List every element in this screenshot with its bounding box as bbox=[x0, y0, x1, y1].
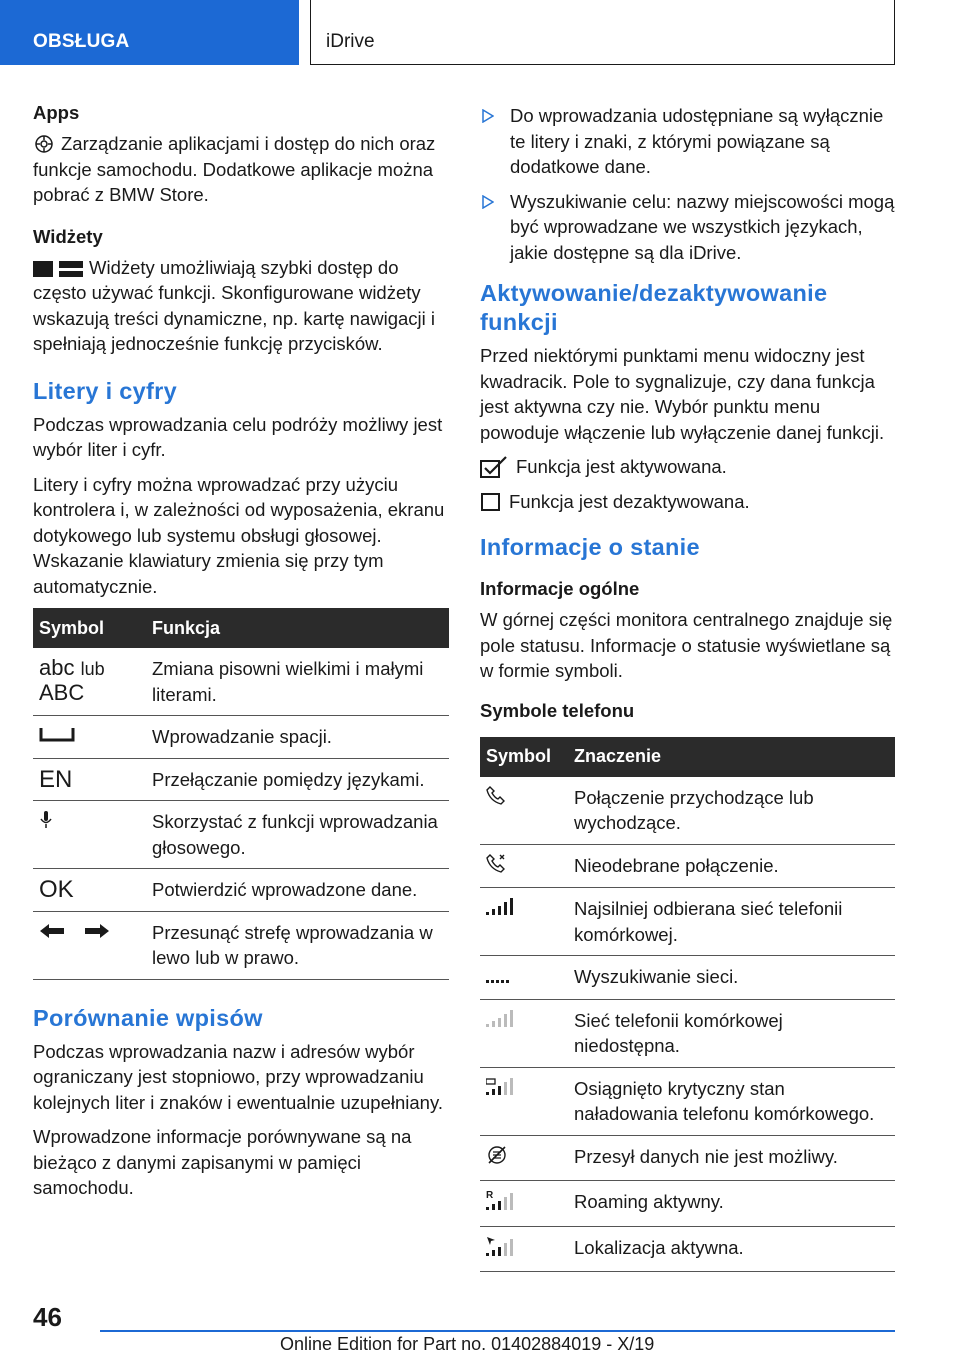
case-symbol bbox=[33, 648, 146, 716]
checkbox-checked-icon bbox=[480, 456, 510, 478]
svg-text:R: R bbox=[486, 1190, 494, 1201]
meaning-text: Sieć telefonii komórkowej niedostępna. bbox=[568, 999, 895, 1067]
col-meaning: Znaczenie bbox=[568, 737, 895, 777]
table-row bbox=[33, 911, 449, 979]
table-header-row bbox=[480, 737, 895, 777]
checked-label: Funkcja jest aktywowana. bbox=[516, 456, 727, 477]
page-number: 46 bbox=[33, 1302, 62, 1332]
missed-call-icon bbox=[486, 853, 506, 873]
table-header-row bbox=[33, 608, 449, 648]
location-icon bbox=[486, 1235, 516, 1257]
arrow-right-icon bbox=[84, 923, 110, 939]
network-unavailable-symbol bbox=[480, 999, 568, 1067]
apps-paragraph bbox=[33, 131, 449, 208]
meaning-text: Połączenie przychodzące lub wychodzące. bbox=[568, 777, 895, 845]
table-row bbox=[480, 1226, 895, 1272]
table-row bbox=[480, 777, 895, 845]
checked-row bbox=[480, 454, 896, 480]
meaning-text: Najsilniej odbierana sieć telefonii komórkowej. bbox=[568, 888, 895, 956]
meaning-text: Wyszukiwanie sieci. bbox=[568, 956, 895, 1000]
section-label: OBSŁUGA bbox=[33, 31, 130, 52]
triangle-bullet-icon bbox=[482, 195, 494, 209]
network-search-symbol bbox=[480, 956, 568, 1000]
table-row bbox=[480, 999, 895, 1067]
triangle-bullet-icon bbox=[482, 109, 494, 123]
apps-icon bbox=[33, 134, 55, 154]
widgets-icon bbox=[33, 260, 83, 278]
signal-full-icon bbox=[486, 896, 516, 916]
microphone-icon bbox=[39, 809, 53, 831]
phone-symbols-heading: Symbole telefonu bbox=[480, 699, 635, 721]
arrows-symbol bbox=[33, 911, 146, 979]
section-tab bbox=[0, 0, 299, 65]
microphone-symbol bbox=[33, 801, 146, 869]
bullet-text-1: Do wprowadzania udostępniane są wyłącznie te litery i znaki, z którymi powiązane są dodatkowe dane. bbox=[510, 105, 884, 177]
compare-paragraph-2: Wprowadzone informacje porównywane są na bieżąco z danymi zapisanymi w pamięci samochodu. bbox=[33, 1126, 412, 1198]
function-text: Przełączanie pomiędzy językami. bbox=[146, 758, 449, 801]
bullet-text-2: Wyszukiwanie celu: nazwy miejscowości mogą być wprowadzane we wszystkich językach, jakie dostępne są dla iDrive. bbox=[510, 190, 895, 263]
function-text: Wprowadzanie spacji. bbox=[146, 716, 449, 759]
roaming-symbol bbox=[480, 1181, 568, 1227]
unchecked-label: Funkcja jest dezaktywowana. bbox=[509, 491, 750, 512]
table-row bbox=[480, 956, 895, 1000]
unchecked-row bbox=[480, 489, 896, 515]
function-text: Zmiana pisowni wielkimi i małymi literami. bbox=[146, 648, 449, 716]
table-row bbox=[33, 648, 449, 716]
col-symbol: Symbol bbox=[33, 608, 146, 648]
col-symbol: Symbol bbox=[480, 737, 568, 777]
phone-symbols-table bbox=[480, 737, 895, 1273]
meaning-text: Przesył danych nie jest możliwy. bbox=[568, 1135, 895, 1181]
signal-full-symbol bbox=[480, 888, 568, 956]
lowercase-label: abc bbox=[39, 655, 75, 680]
keyboard-symbols-table bbox=[33, 608, 449, 980]
battery-low-icon bbox=[486, 1076, 516, 1096]
letters-title: Litery i cyfry bbox=[33, 377, 177, 404]
function-text: Przesunąć strefę wprowadzania w lewo lub w prawo. bbox=[146, 911, 449, 979]
table-row bbox=[480, 844, 895, 888]
compare-title: Porównanie wpisów bbox=[33, 1004, 263, 1031]
edition-text: Online Edition for Part no. 01402884019 - X/19 bbox=[280, 1334, 655, 1354]
col-function: Funkcja bbox=[146, 608, 449, 648]
space-icon bbox=[39, 725, 75, 743]
compare-paragraph-1: Podczas wprowadzania nazw i adresów wybór ograniczany jest stopniowo, przy wprowadzaniu kolejnych liter i znaków i ewentualnie uzupełniany. bbox=[33, 1040, 443, 1113]
table-row bbox=[33, 716, 449, 759]
widgets-heading: Widżety bbox=[33, 225, 103, 247]
table-row bbox=[33, 869, 449, 912]
letters-paragraph-2: Litery i cyfry można wprowadzać przy użyciu kontrolera i, w zależności od wyposażenia, ekranu dotykowego lub systemu obsługi głosowej. Wskazanie klawiatury zmienia się przy tym automatycznie. bbox=[33, 473, 445, 597]
apps-heading: Apps bbox=[33, 102, 80, 123]
arrow-left-icon bbox=[39, 923, 65, 939]
bullet-item bbox=[480, 103, 896, 180]
meaning-text: Osiągnięto krytyczny stan naładowania telefonu komórkowego. bbox=[568, 1067, 895, 1135]
general-paragraph: W górnej części monitora centralnego znajduje się pole statusu. Informacje o statusie wyświetlane są w formie symboli. bbox=[480, 609, 893, 681]
chapter-header bbox=[310, 0, 895, 65]
table-row bbox=[480, 1067, 895, 1135]
apps-text: Zarządzanie aplikacjami i dostęp do nich oraz funkcje samochodu. Dodatkowe aplikacje można pobrać z BMW Store. bbox=[33, 133, 436, 205]
letters-paragraph-1: Podczas wprowadzania celu podróży możliwy jest wybór liter i cyfr. bbox=[33, 413, 443, 460]
left-column bbox=[33, 100, 449, 1210]
call-symbol bbox=[480, 777, 568, 845]
meaning-text: Roaming aktywny. bbox=[568, 1181, 895, 1227]
language-symbol: EN bbox=[33, 758, 146, 801]
space-symbol bbox=[33, 716, 146, 759]
or-label: lub bbox=[80, 659, 105, 679]
activation-paragraph: Przed niektórymi punktami menu widoczny jest kwadracik. Pole to sygnalizuje, czy dana funkcja jest aktywna czy nie. Wybór punktu menu powoduje włączenie lub wyłączenie danej funkcji. bbox=[480, 345, 885, 443]
table-row bbox=[33, 758, 449, 801]
general-heading: Informacje ogólne bbox=[480, 578, 640, 599]
status-title: Informacje o stanie bbox=[480, 534, 700, 560]
widgets-paragraph bbox=[33, 255, 449, 357]
uppercase-label: ABC bbox=[39, 680, 85, 705]
signal-empty-icon bbox=[486, 1008, 516, 1028]
battery-low-symbol bbox=[480, 1067, 568, 1135]
phone-handset-icon bbox=[486, 785, 506, 805]
activation-title: Aktywowanie/dezaktywowanie funkcji bbox=[480, 280, 828, 335]
ok-symbol: OK bbox=[33, 869, 146, 912]
table-row bbox=[480, 888, 895, 956]
table-row bbox=[480, 1135, 895, 1181]
bullet-item bbox=[480, 189, 896, 266]
roaming-icon bbox=[486, 1189, 516, 1211]
widgets-text: Widżety umożliwiają szybki dostęp do często używać funkcji. Skonfigurowane widżety wskazują treści dynamiczne, np. kartę nawigacji i spełniają jednocześnie funkcję przycisków. bbox=[33, 256, 436, 354]
right-column bbox=[480, 103, 896, 1272]
table-row bbox=[33, 801, 449, 869]
chapter-label: iDrive bbox=[326, 31, 375, 52]
no-data-icon bbox=[486, 1144, 508, 1166]
location-symbol bbox=[480, 1226, 568, 1272]
meaning-text: Nieodebrane połączenie. bbox=[568, 844, 895, 888]
footer-divider bbox=[100, 1330, 895, 1332]
meaning-text: Lokalizacja aktywna. bbox=[568, 1226, 895, 1272]
function-text: Potwierdzić wprowadzone dane. bbox=[146, 869, 449, 912]
no-data-symbol bbox=[480, 1135, 568, 1181]
network-search-icon bbox=[486, 964, 516, 984]
checkbox-unchecked-icon bbox=[480, 491, 502, 513]
function-text: Skorzystać z funkcji wprowadzania głosowego. bbox=[146, 801, 449, 869]
table-row bbox=[480, 1181, 895, 1227]
missed-call-symbol bbox=[480, 844, 568, 888]
